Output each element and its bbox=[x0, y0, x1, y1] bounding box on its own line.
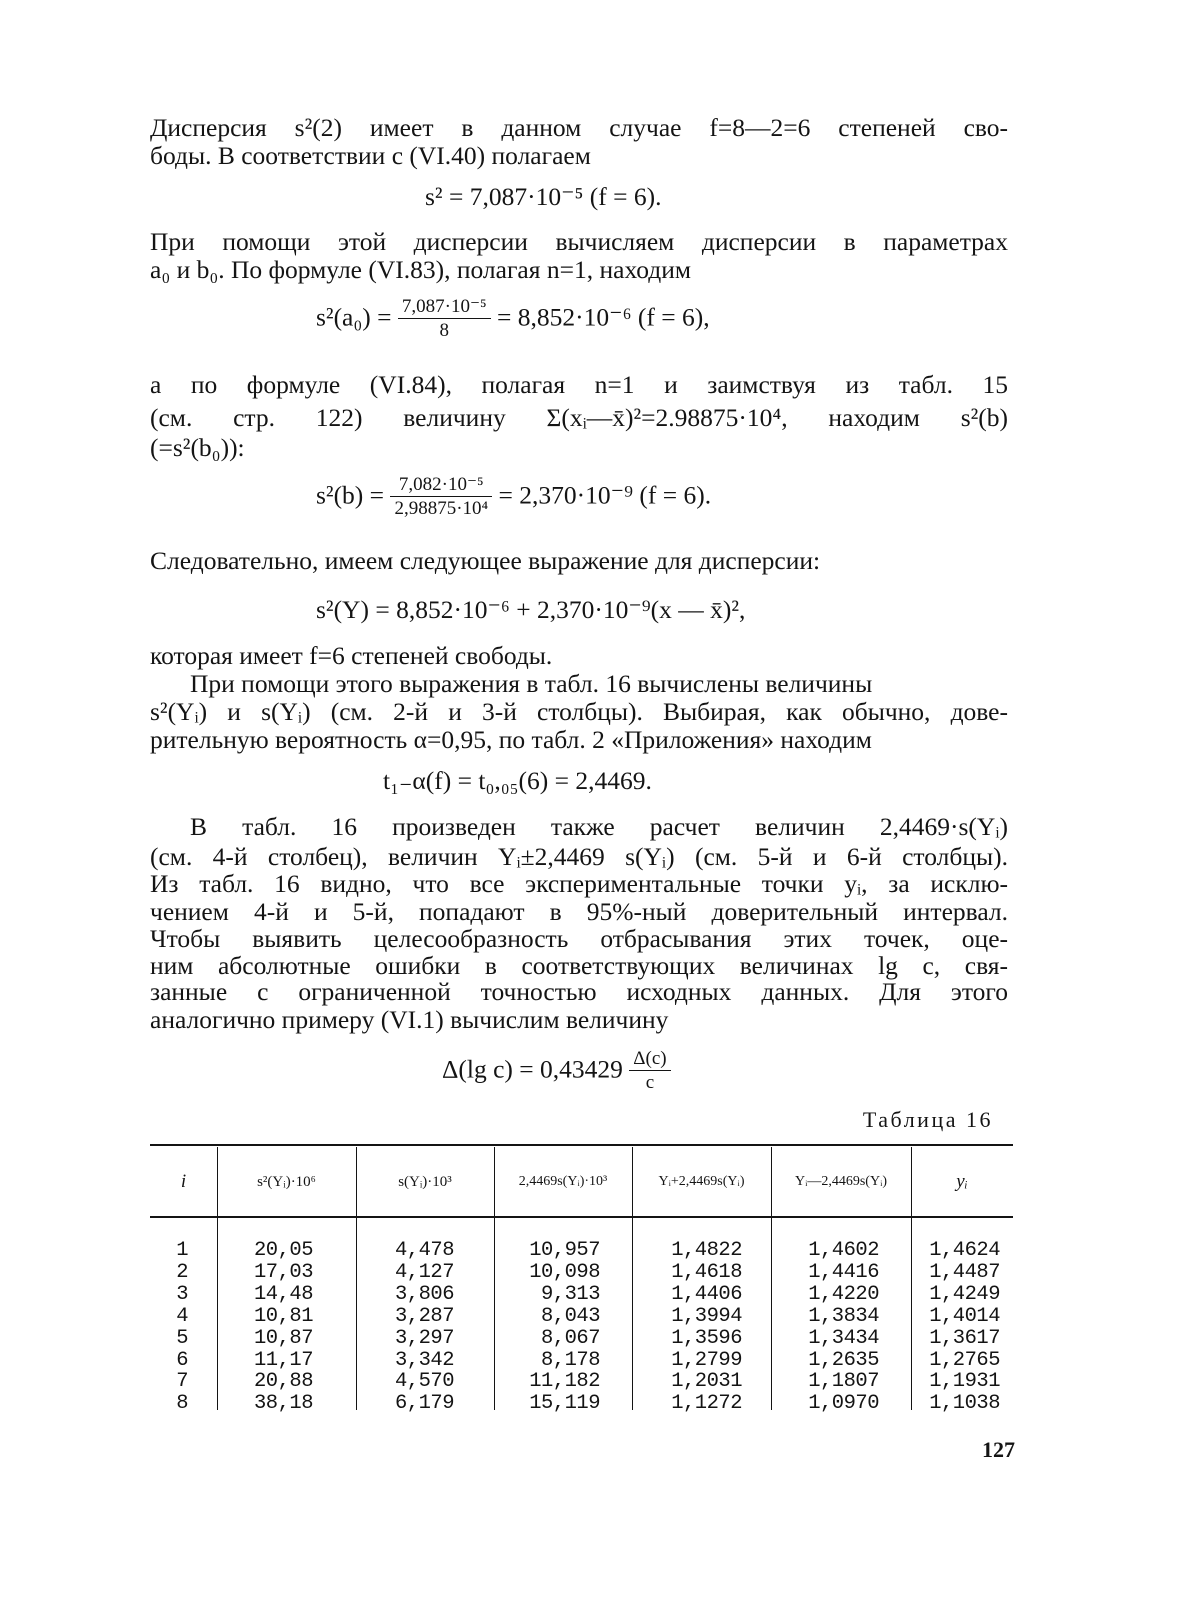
table-cell: 1,3596 bbox=[671, 1326, 742, 1350]
table-cell: 1,1038 bbox=[929, 1392, 1000, 1416]
table-cell: 1,4618 bbox=[671, 1260, 742, 1284]
paragraph-line: (см. 4-й столбец), величин Yᵢ±2,4469 s(Yᵢ) (см. 5-й и 6-й столбцы). bbox=[150, 842, 1008, 871]
table-cell: 6,179 bbox=[394, 1392, 454, 1416]
paragraph-line: ним абсолютные ошибки в соответствующих величинах lg c, свя- bbox=[150, 951, 1008, 980]
table-cell: 4,478 bbox=[394, 1239, 454, 1262]
table-cell: 3,287 bbox=[394, 1304, 454, 1328]
table-cell: 1,3834 bbox=[808, 1304, 879, 1328]
table-header-cell: Yᵢ+2,4469s(Yᵢ) bbox=[658, 1174, 745, 1189]
equation-t-quantile: t₁₋α(f) = t₀,₀₅(6) = 2,4469. bbox=[383, 766, 652, 795]
paragraph-line: a₀ и b₀. По формуле (VI.83), полагая n=1, находим bbox=[150, 255, 692, 284]
equation-s2-b bbox=[316, 474, 711, 521]
table-cell: 4,570 bbox=[394, 1370, 454, 1394]
paragraph-line: которая имеет f=6 степеней свободы. bbox=[150, 641, 553, 670]
table-cell: 3 bbox=[176, 1282, 188, 1306]
table-caption: Таблица 16 bbox=[862, 1107, 993, 1132]
table-cell: 1,1272 bbox=[671, 1392, 742, 1416]
equation-variance: s² = 7,087·10⁻⁵ (f = 6). bbox=[425, 182, 662, 211]
equation-delta-lg-c bbox=[442, 1048, 671, 1095]
paragraph-line: боды. В соответствии с (VI.40) полагаем bbox=[150, 141, 591, 170]
equation-s2-Y: s²(Y) = 8,852·10⁻⁶ + 2,370·10⁻⁹(x — x̄)², bbox=[316, 595, 746, 624]
table-cell: 3,806 bbox=[394, 1282, 454, 1306]
equation-rhs: = 8,852·10⁻⁶ (f = 6), bbox=[497, 302, 710, 332]
equation-rhs: = 2,370·10⁻⁹ (f = 6). bbox=[498, 480, 712, 510]
table-column-s bbox=[356, 1240, 454, 1415]
paragraph-line: В табл. 16 произведен также расчет величин 2,4469·s(Yᵢ) bbox=[190, 812, 1008, 841]
fraction bbox=[390, 474, 492, 521]
table-cell: 10,87 bbox=[253, 1326, 313, 1350]
paragraph-line: аналогично примеру (VI.1) вычислим величину bbox=[150, 1005, 669, 1034]
equation-s2-a0 bbox=[316, 296, 710, 343]
table-cell: 11,182 bbox=[529, 1370, 600, 1394]
page-number: 127 bbox=[982, 1437, 1015, 1462]
table-header-cell: i bbox=[180, 1171, 187, 1192]
paragraph-line: чением 4-й и 5-й, попадают в 95%-ный доверительный интервал. bbox=[150, 897, 1008, 926]
equation-lhs: s²(a₀) = bbox=[316, 302, 392, 332]
table-cell: 1,4822 bbox=[671, 1239, 742, 1262]
paragraph-line: а по формуле (VI.84), полагая n=1 и заимствуя из табл. 15 bbox=[150, 370, 1008, 399]
table-cell: 20,88 bbox=[253, 1370, 313, 1394]
table-cell: 14,48 bbox=[253, 1282, 313, 1306]
table-cell: 11,17 bbox=[253, 1348, 313, 1372]
table-cell: 4,127 bbox=[394, 1260, 454, 1284]
table-cell: 1,0970 bbox=[808, 1392, 879, 1416]
paragraph-line: При помощи этого выражения в табл. 16 вычислены величины bbox=[190, 669, 873, 698]
table-cell: 6 bbox=[176, 1348, 188, 1372]
table-cell: 1,1807 bbox=[808, 1370, 879, 1394]
fraction-numerator: Δ(c) bbox=[629, 1048, 670, 1071]
paragraph-line: s²(Yᵢ) и s(Yᵢ) (см. 2-й и 3-й столбцы). Выбирая, как обычно, дове- bbox=[150, 697, 1008, 726]
paragraph-line: занные с ограниченной точностью исходных данных. Для этого bbox=[150, 977, 1008, 1006]
paragraph-line: (=s²(b₀)): bbox=[150, 433, 245, 462]
table-cell: 17,03 bbox=[253, 1260, 313, 1284]
table-cell: 1,4220 bbox=[808, 1282, 879, 1306]
table-cell: 3,342 bbox=[394, 1348, 454, 1372]
table-cell: 1,3617 bbox=[929, 1326, 1000, 1350]
table-cell: 1,4602 bbox=[808, 1239, 879, 1262]
table-cell: 1 bbox=[176, 1239, 188, 1262]
table-column-upper bbox=[632, 1240, 742, 1415]
table-cell: 2 bbox=[176, 1260, 188, 1284]
fraction bbox=[398, 296, 491, 343]
fraction-denominator: 8 bbox=[439, 320, 450, 341]
table-cell: 10,81 bbox=[253, 1304, 313, 1328]
table-cell: 1,4624 bbox=[929, 1239, 1000, 1262]
table-cell: 1,2765 bbox=[929, 1348, 1000, 1372]
table-cell: 1,4416 bbox=[808, 1260, 879, 1284]
table-cell: 1,2799 bbox=[671, 1348, 742, 1372]
paragraph-line: При помощи этой дисперсии вычисляем дисперсии в параметрах bbox=[150, 227, 1008, 256]
table-cell: 20,05 bbox=[253, 1239, 313, 1262]
table-cell: 1,2635 bbox=[808, 1348, 879, 1372]
table-column-lower bbox=[771, 1240, 879, 1415]
table-cell: 5 bbox=[176, 1326, 188, 1350]
table-cell: 38,18 bbox=[253, 1392, 313, 1416]
table-cell: 1,1931 bbox=[929, 1370, 1000, 1394]
table-top-rule bbox=[150, 1144, 1013, 1146]
fraction-numerator: 7,082·10⁻⁵ bbox=[390, 474, 492, 497]
paragraph-line: Дисперсия s²(2) имеет в данном случае f=8—2=6 степеней сво- bbox=[150, 113, 1008, 142]
table-column-y bbox=[911, 1240, 1000, 1415]
table-cell: 8,043 bbox=[540, 1304, 600, 1328]
fraction-denominator: c bbox=[645, 1072, 655, 1093]
paragraph-line: Следовательно, имеем следующее выражение для дисперсии: bbox=[150, 546, 821, 575]
equation-lhs: Δ(lg c) = 0,43429 bbox=[442, 1054, 623, 1084]
paragraph-line: Из табл. 16 видно, что все экспериментальные точки yᵢ, за исклю- bbox=[150, 869, 1008, 898]
table-cell: 10,098 bbox=[529, 1260, 600, 1284]
fraction bbox=[629, 1048, 670, 1095]
table-column-ts bbox=[494, 1240, 600, 1415]
table-cell: 1,2031 bbox=[671, 1370, 742, 1394]
table-cell: 8,067 bbox=[540, 1326, 600, 1350]
table-cell: 7 bbox=[176, 1370, 188, 1394]
paragraph-line: (см. стр. 122) величину Σ(xᵢ—x̄)²=2.98875·10⁴, находим s²(b) bbox=[150, 403, 1008, 432]
table-column-i bbox=[150, 1240, 188, 1415]
table-cell: 1,4014 bbox=[929, 1304, 1000, 1328]
fraction-denominator: 2,98875·10⁴ bbox=[394, 498, 489, 519]
table-header-cell: Yᵢ—2,4469s(Yᵢ) bbox=[794, 1174, 888, 1189]
table-cell: 1,4487 bbox=[929, 1260, 1000, 1284]
table-cell: 8,178 bbox=[540, 1348, 600, 1372]
table-cell: 1,4249 bbox=[929, 1282, 1000, 1306]
table-cell: 3,297 bbox=[394, 1326, 454, 1350]
table-cell: 1,3434 bbox=[808, 1326, 879, 1350]
table-header-cell: yᵢ bbox=[956, 1171, 968, 1192]
table-cell: 4 bbox=[176, 1304, 188, 1328]
equation-lhs: s²(b) = bbox=[316, 480, 385, 510]
paragraph-line: Чтобы выявить целесообразность отбрасывания этих точек, оце- bbox=[150, 924, 1008, 953]
table-cell: 10,957 bbox=[529, 1239, 600, 1262]
fraction-numerator: 7,087·10⁻⁵ bbox=[398, 296, 491, 319]
table-header-cell: s(Yᵢ)·10³ bbox=[398, 1173, 452, 1190]
paragraph-line: рительную вероятность α=0,95, по табл. 2 «Приложения» находим bbox=[150, 725, 872, 754]
table-cell: 8 bbox=[176, 1392, 188, 1416]
table-cell: 9,313 bbox=[540, 1282, 600, 1306]
table-cell: 1,3994 bbox=[671, 1304, 742, 1328]
table-header-cell: s²(Yᵢ)·10⁶ bbox=[257, 1173, 316, 1190]
table-cell: 1,4406 bbox=[671, 1282, 742, 1306]
table-header-cell: 2,4469s(Yᵢ)·10³ bbox=[518, 1174, 608, 1189]
table-cell: 15,119 bbox=[529, 1392, 600, 1416]
table-column-s2 bbox=[217, 1240, 313, 1415]
